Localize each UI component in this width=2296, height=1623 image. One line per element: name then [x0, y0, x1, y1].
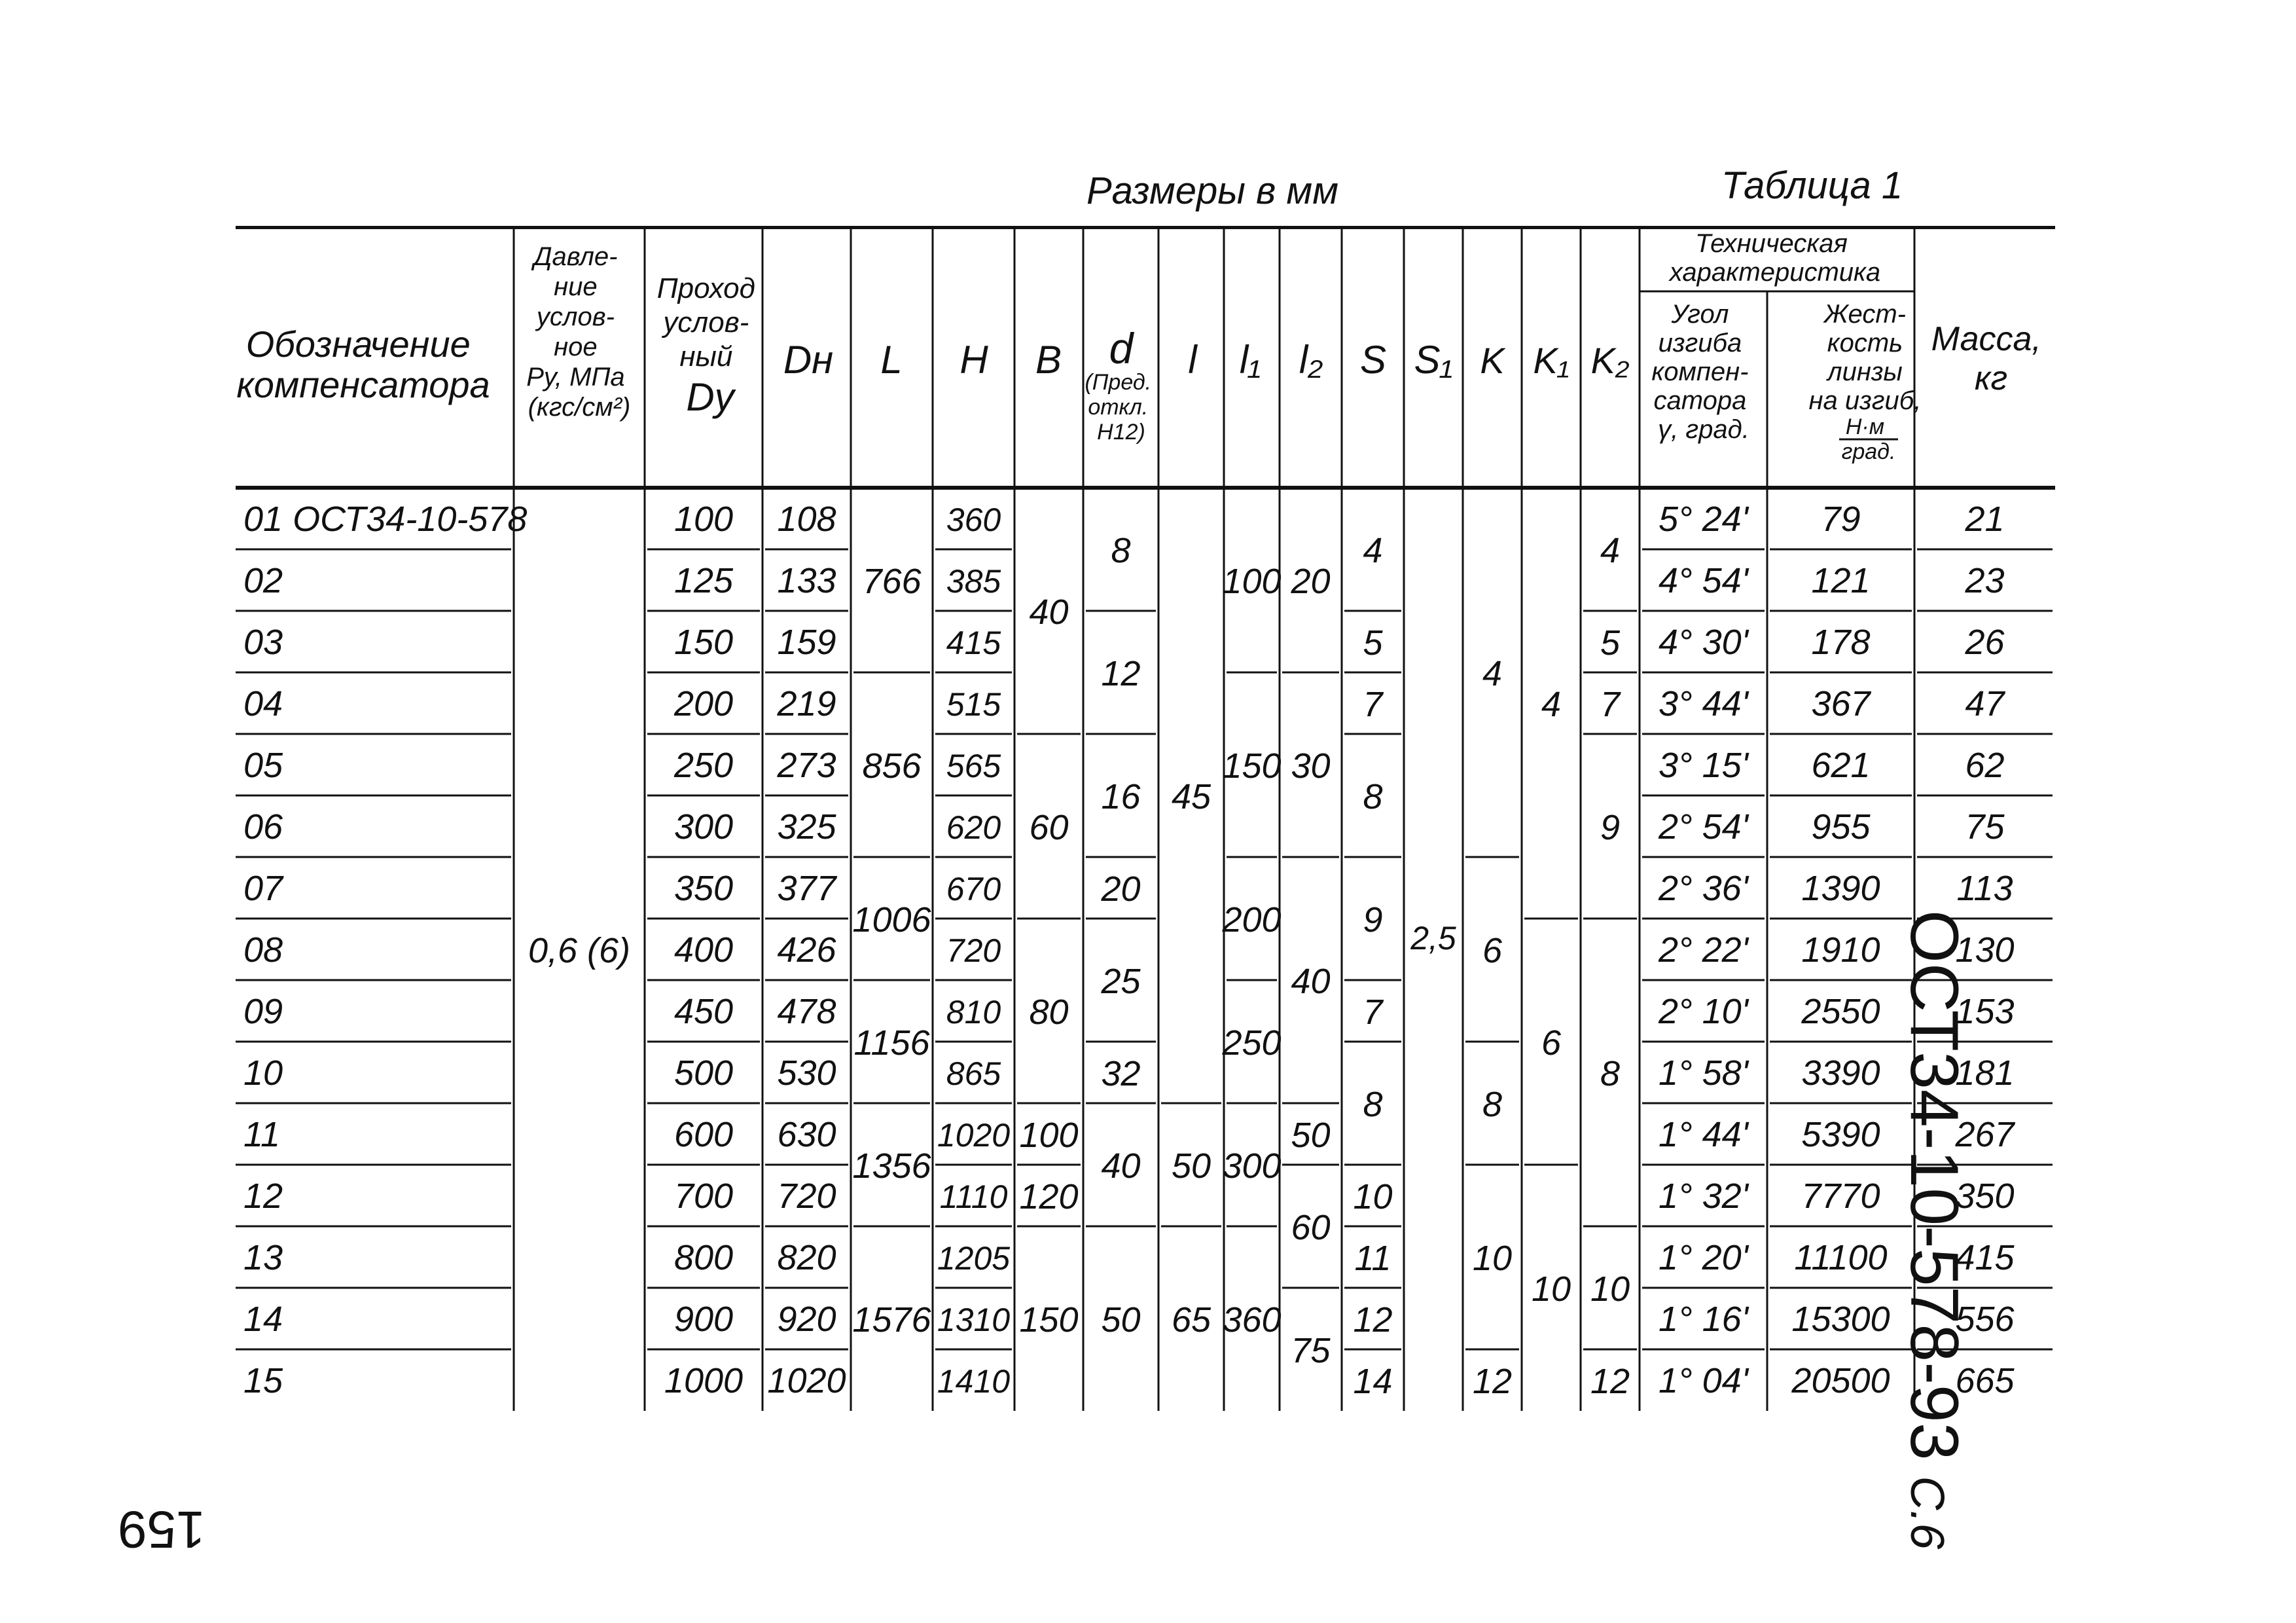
cell-designation: 02 — [243, 561, 283, 600]
cell-angle: 2° 22' — [1658, 930, 1749, 970]
header-designation-l1: Обозначение — [245, 323, 471, 365]
cell-l1-1: 150 — [1222, 746, 1282, 786]
cell-l-2: 65 — [1171, 1300, 1211, 1340]
cell-h: 670 — [946, 871, 1001, 907]
header-s1: S₁ — [1414, 338, 1453, 382]
cell-dy: 450 — [673, 992, 734, 1031]
cell-l2-4: 60 — [1291, 1208, 1331, 1247]
cell-mass: 113 — [1956, 869, 2013, 908]
header-stiffness-l6: град. — [1841, 439, 1896, 464]
cell-stiffness: 5390 — [1801, 1115, 1880, 1154]
cell-stiffness: 11100 — [1794, 1238, 1888, 1277]
cell-k2-3: 9 — [1600, 808, 1621, 847]
cell-l2-5: 75 — [1291, 1331, 1331, 1370]
cell-angle: 2° 36' — [1658, 869, 1749, 908]
cell-l-0: 45 — [1171, 777, 1211, 816]
cell-stiffness: 15300 — [1791, 1300, 1890, 1339]
header-s: S — [1359, 338, 1387, 382]
cell-l-1: 856 — [862, 746, 922, 786]
cell-dn: 159 — [777, 623, 836, 662]
document-code-text: ОСТ34-10-578-93 — [1896, 910, 1972, 1461]
cell-b-2: 80 — [1029, 993, 1069, 1032]
cell-k-1: 6 — [1482, 931, 1503, 970]
cell-l1-3: 250 — [1222, 1023, 1282, 1063]
cell-mass: 62 — [1965, 746, 2005, 785]
cell-dy: 150 — [673, 623, 734, 662]
cell-designation: 08 — [243, 930, 283, 970]
cell-l2-1: 30 — [1291, 746, 1331, 786]
header-d-note-l1: (Пред. — [1085, 370, 1152, 395]
cell-dy: 700 — [673, 1176, 734, 1216]
header-pressure — [526, 242, 632, 422]
cell-s-4: 9 — [1363, 900, 1383, 939]
cell-designation: 06 — [243, 807, 283, 847]
cell-angle: 1° 16' — [1658, 1300, 1749, 1339]
header-l1: l₁ — [1239, 338, 1261, 382]
cell-l-0: 766 — [862, 562, 922, 601]
table-header — [236, 229, 2051, 464]
cell-angle: 1° 20' — [1658, 1238, 1749, 1277]
cell-dn: 1020 — [767, 1361, 846, 1400]
cell-designation: 14 — [243, 1300, 283, 1339]
cell-s-7: 10 — [1353, 1177, 1393, 1216]
cell-s-6: 8 — [1363, 1085, 1383, 1124]
cell-designation: 05 — [243, 746, 283, 785]
header-dn: Dн — [783, 338, 834, 382]
header-mass — [1931, 320, 2051, 397]
cell-h: 360 — [946, 501, 1001, 538]
cell-dn: 820 — [777, 1238, 836, 1277]
header-tech-l1: Техническая — [1695, 229, 1848, 258]
cell-stiffness: 621 — [1811, 746, 1871, 785]
cell-dy: 800 — [673, 1238, 734, 1277]
cell-mass: 21 — [1965, 500, 2005, 539]
header-bore-l3: ный — [679, 340, 733, 373]
cell-stiffness: 367 — [1811, 684, 1871, 723]
header-d-note-l3: H12) — [1097, 420, 1145, 445]
cell-angle: 4° 30' — [1658, 623, 1749, 662]
cell-dy: 125 — [673, 561, 734, 600]
cell-dn: 920 — [777, 1300, 836, 1339]
cell-b-1: 60 — [1029, 808, 1069, 847]
cell-k2-6: 12 — [1590, 1362, 1630, 1401]
header-angle-l4: сатора — [1653, 386, 1747, 415]
cell-s1: 2,5 — [1410, 920, 1456, 957]
cell-mass: 23 — [1965, 561, 2005, 600]
header-angle-l1: Угол — [1671, 300, 1729, 329]
cell-mass: 350 — [1955, 1176, 2015, 1216]
cell-h: 810 — [946, 994, 1001, 1030]
cell-dy: 400 — [673, 930, 734, 970]
cell-dn: 108 — [777, 500, 836, 539]
cell-angle: 5° 24' — [1658, 500, 1749, 539]
cell-d-7: 50 — [1101, 1300, 1141, 1340]
header-pressure-l6: (кгс/см²) — [528, 393, 631, 422]
cell-b-0: 40 — [1029, 593, 1069, 632]
cell-k-4: 12 — [1472, 1362, 1513, 1401]
header-l-length: L — [880, 338, 903, 382]
cell-k1-2: 10 — [1531, 1269, 1571, 1309]
cell-dy: 600 — [673, 1115, 734, 1154]
cell-angle: 2° 10' — [1658, 992, 1749, 1031]
header-designation-l2: компенсатора — [236, 364, 490, 405]
cell-h: 1205 — [937, 1240, 1011, 1277]
cell-l-2: 1006 — [852, 900, 931, 939]
header-pressure-l2: ние — [554, 272, 598, 301]
cell-designation: 15 — [243, 1361, 283, 1400]
cell-l2-2: 40 — [1291, 962, 1331, 1001]
cell-designation: 01 ОСТ34-10-578 — [243, 500, 528, 539]
cell-s-9: 12 — [1353, 1300, 1393, 1340]
cell-h: 565 — [946, 748, 1001, 784]
cell-dy: 500 — [673, 1053, 734, 1093]
cell-h: 720 — [946, 932, 1001, 969]
cell-k2-5: 10 — [1590, 1269, 1630, 1309]
cell-designation: 11 — [243, 1115, 281, 1154]
cell-k2-2: 7 — [1600, 685, 1621, 724]
cell-angle: 1° 58' — [1658, 1053, 1749, 1093]
cell-l-1: 50 — [1171, 1146, 1211, 1186]
cell-stiffness: 20500 — [1791, 1361, 1890, 1400]
cell-s-1: 5 — [1363, 623, 1383, 663]
cell-s-5: 7 — [1363, 993, 1383, 1032]
cell-designation: 07 — [243, 869, 283, 908]
cell-angle: 1° 32' — [1658, 1176, 1749, 1216]
cell-k-2: 8 — [1482, 1085, 1503, 1124]
cell-dn: 630 — [777, 1115, 836, 1154]
cell-l2-0: 20 — [1291, 562, 1331, 601]
page-number: 159 — [118, 1501, 206, 1559]
header-stiffness-l5: Н·м — [1845, 414, 1885, 439]
cell-d-5: 32 — [1101, 1054, 1141, 1093]
cell-stiffness: 178 — [1811, 623, 1871, 662]
cell-s-8: 11 — [1354, 1239, 1391, 1278]
cell-mass: 47 — [1965, 684, 2005, 723]
header-mass-l2: кг — [1974, 359, 2008, 397]
header-pressure-l5: Py, МПа — [526, 363, 625, 392]
header-pressure-l1: Давле- — [533, 242, 618, 271]
cell-angle: 4° 54' — [1658, 561, 1749, 600]
header-angle-l2: изгиба — [1658, 329, 1742, 357]
header-d-note-l2: откл. — [1088, 395, 1149, 420]
cell-designation: 09 — [243, 992, 283, 1031]
cell-h: 1310 — [937, 1302, 1011, 1338]
cell-mass: 181 — [1955, 1053, 2015, 1093]
cell-dy: 1000 — [664, 1361, 744, 1400]
cell-dy: 900 — [673, 1300, 734, 1339]
cell-stiffness: 121 — [1811, 561, 1871, 600]
document-page: С.6 — [1901, 1476, 1953, 1550]
cell-d-0: 8 — [1111, 531, 1131, 570]
cell-angle: 3° 15' — [1658, 746, 1749, 785]
header-d-note — [1085, 370, 1157, 445]
header-k: K — [1480, 340, 1505, 381]
cell-l1-0: 100 — [1222, 562, 1282, 601]
header-l: l — [1188, 338, 1197, 382]
cell-designation: 04 — [243, 684, 283, 723]
cell-mass: 153 — [1955, 992, 2015, 1031]
cell-k1-1: 6 — [1541, 1023, 1562, 1063]
cell-stiffness: 79 — [1821, 500, 1861, 539]
cell-l1-2: 200 — [1222, 900, 1282, 939]
cell-pressure: 0,6 (6) — [528, 931, 631, 970]
cell-designation: 13 — [243, 1238, 283, 1277]
cell-k2-0: 4 — [1600, 531, 1621, 570]
header-stiffness-l4: на изгиб, — [1808, 386, 1922, 415]
cell-h: 620 — [946, 809, 1001, 846]
header-k1: K₁ — [1533, 340, 1570, 381]
cell-dy: 300 — [673, 807, 734, 847]
cell-h: 865 — [946, 1055, 1001, 1092]
header-angle-l3: компен- — [1651, 357, 1749, 386]
cell-d-2: 16 — [1101, 777, 1141, 816]
cell-l-3: 1156 — [853, 1023, 930, 1063]
cell-angle: 2° 54' — [1658, 807, 1749, 847]
cell-mass: 267 — [1955, 1115, 2015, 1154]
table-number: Таблица 1 — [1721, 164, 1903, 207]
cell-h: 1110 — [939, 1178, 1008, 1215]
header-angle — [1651, 300, 1755, 444]
cell-dn: 377 — [777, 869, 836, 908]
cell-k1-0: 4 — [1541, 685, 1562, 724]
cell-stiffness: 955 — [1811, 807, 1871, 847]
cell-dn: 530 — [777, 1053, 836, 1093]
cell-k2-4: 8 — [1600, 1054, 1621, 1093]
document-code — [1898, 910, 1970, 1565]
cell-designation: 12 — [243, 1176, 283, 1216]
cell-d-1: 12 — [1101, 654, 1141, 693]
header-k2: K₂ — [1590, 340, 1630, 381]
cell-dn: 133 — [777, 561, 836, 600]
cell-stiffness: 3390 — [1801, 1053, 1880, 1093]
cell-dy: 350 — [673, 869, 734, 908]
header-b: B — [1035, 338, 1062, 382]
cell-angle: 1° 44' — [1658, 1115, 1749, 1154]
cell-stiffness: 7770 — [1801, 1176, 1880, 1216]
cell-angle: 3° 44' — [1658, 684, 1749, 723]
cell-d-3: 20 — [1101, 869, 1141, 909]
cell-mass: 665 — [1955, 1361, 2015, 1400]
cell-dn: 426 — [777, 930, 836, 970]
cell-dy: 200 — [673, 684, 734, 723]
header-stiffness-l2: кость — [1827, 329, 1903, 357]
cell-stiffness: 2550 — [1801, 992, 1880, 1031]
cell-h: 1020 — [937, 1117, 1011, 1154]
cell-s-2: 7 — [1363, 685, 1383, 724]
header-bore — [657, 272, 763, 419]
cell-l-4: 1356 — [852, 1146, 931, 1186]
cell-designation: 10 — [243, 1053, 283, 1093]
cell-s-10: 14 — [1353, 1362, 1393, 1401]
cell-h: 1410 — [937, 1363, 1011, 1400]
cell-angle: 1° 04' — [1658, 1361, 1749, 1400]
cell-s-0: 4 — [1363, 531, 1383, 570]
header-bore-l4: Dy — [686, 375, 734, 419]
cell-mass: 556 — [1955, 1300, 2015, 1339]
cell-stiffness: 1390 — [1801, 869, 1880, 908]
header-pressure-l3: услов- — [536, 302, 615, 331]
cell-b-3: 100 — [1019, 1116, 1079, 1155]
cell-dy: 250 — [673, 746, 734, 785]
header-bore-l2: услов- — [663, 306, 749, 338]
cell-mass: 26 — [1965, 623, 2005, 662]
cell-stiffness: 1910 — [1801, 930, 1880, 970]
cell-mass: 75 — [1965, 807, 2005, 847]
cell-k2-1: 5 — [1600, 623, 1621, 663]
cell-dn: 325 — [777, 807, 836, 847]
units-caption: Размеры в мм — [1086, 170, 1338, 212]
cell-designation: 03 — [243, 623, 283, 662]
header-tech — [1668, 229, 1880, 287]
table-body — [243, 500, 2016, 1401]
cell-l1-4: 300 — [1222, 1146, 1282, 1186]
cell-dy: 100 — [673, 500, 734, 539]
cell-l2-3: 50 — [1291, 1116, 1331, 1155]
header-designation — [236, 323, 490, 405]
cell-b-4: 120 — [1019, 1177, 1079, 1216]
cell-s-3: 8 — [1363, 777, 1383, 816]
header-stiffness-l1: Жест- — [1823, 300, 1906, 329]
cell-h: 385 — [946, 563, 1001, 600]
cell-k-0: 4 — [1482, 654, 1503, 693]
header-pressure-l4: ное — [554, 333, 598, 361]
specification-table — [236, 226, 2055, 1431]
header-mass-l1: Масса, — [1931, 320, 2041, 358]
header-d: d — [1109, 324, 1134, 373]
header-h: H — [960, 338, 988, 382]
header-l2: l₂ — [1299, 338, 1323, 382]
cell-k-3: 10 — [1472, 1239, 1513, 1278]
cell-dn: 219 — [777, 684, 836, 723]
cell-b-5: 150 — [1019, 1300, 1079, 1340]
header-bore-l1: Проход — [656, 272, 755, 304]
header-angle-l5: γ, град. — [1658, 415, 1749, 444]
cell-mass: 415 — [1955, 1238, 2015, 1277]
cell-l-5: 1576 — [852, 1300, 931, 1340]
cell-dn: 478 — [777, 992, 836, 1031]
cell-dn: 273 — [777, 746, 836, 785]
cell-dn: 720 — [777, 1176, 836, 1216]
cell-h: 515 — [946, 686, 1001, 723]
cell-d-6: 40 — [1101, 1146, 1141, 1186]
cell-d-4: 25 — [1101, 962, 1141, 1001]
header-tech-l2: характеристика — [1669, 258, 1881, 287]
cell-mass: 130 — [1955, 930, 2015, 970]
header-stiffness-l3: линзы — [1827, 357, 1903, 386]
cell-h: 415 — [946, 625, 1001, 661]
cell-l1-5: 360 — [1222, 1300, 1282, 1340]
